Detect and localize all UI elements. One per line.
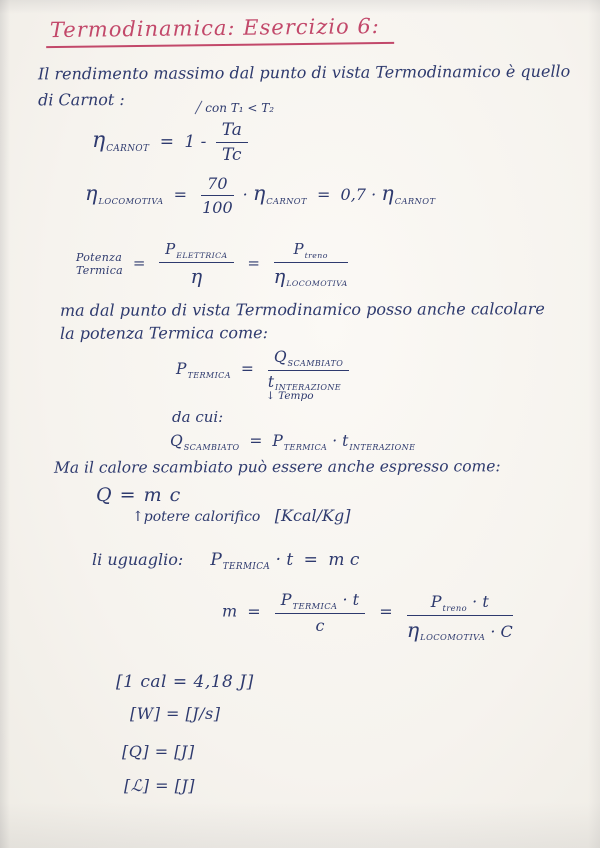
unit-line: [ℒ] = [J] — [124, 776, 195, 795]
formula-eta-carnot — [92, 120, 252, 165]
p-termica-symbol: $P_{TERMICA}$ — [210, 550, 271, 572]
fraction-denominator: $\eta_{LOCOMOTIVA} \cdot C$ — [406, 617, 513, 643]
tempo-annotation — [266, 390, 314, 402]
fraction-denominator: 100 — [202, 198, 233, 217]
mc-term: m c — [328, 550, 360, 570]
formula-mass — [222, 582, 517, 642]
mid1-line-1: ma dal punto di vista Termodinamico posso anche calcolare — [59, 299, 545, 320]
potere-calorifico-note — [132, 506, 350, 525]
fraction-denominator: $\eta_{LOCOMOTIVA}$ — [273, 264, 348, 288]
formula-q-mc: Q = m c — [96, 484, 182, 506]
coefficient: 0,7 — [340, 185, 366, 204]
p-termica-symbol: $P_{TERMICA}$ — [272, 432, 328, 452]
equals-sign: = — [317, 185, 331, 204]
intro-line-1: Il rendimento massimo dal punto di vista Termodinamico è quello — [37, 61, 571, 84]
eta-carnot-symbol: $\eta_{CARNOT}$ — [92, 127, 150, 154]
eta-carnot-symbol: $\eta_{CARNOT}$ — [381, 181, 436, 206]
mass-fraction-2 — [407, 592, 513, 642]
tempo-label: Tempo — [278, 390, 314, 402]
equals-sign: = — [247, 254, 260, 272]
equals-sign: = — [159, 132, 174, 152]
dot-operator: · — [332, 432, 338, 450]
uguaglio-row — [92, 550, 359, 572]
fraction-denominator: Tc — [222, 145, 242, 165]
fraction-numerator: $P_{TERMICA} \cdot t$ — [275, 590, 365, 614]
unit-line: [Q] = [J] — [122, 742, 195, 761]
p-termica-symbol: $P_{TERMICA}$ — [176, 360, 231, 380]
formula-p-termica — [176, 348, 353, 392]
fraction-numerator: 70 — [201, 174, 233, 196]
formula-q-scambiato — [170, 432, 415, 452]
note-unit: [Kcal/Kg] — [274, 506, 351, 525]
note-text: potere calorifico — [143, 509, 261, 525]
label-line-1: Potenza — [76, 251, 123, 264]
train-power-fraction — [274, 240, 348, 288]
intro-line-2: di Carnot : — [38, 89, 125, 110]
equals-sign: = — [247, 601, 261, 621]
electric-power-fraction — [159, 240, 233, 288]
intro-paragraph — [38, 59, 571, 114]
mass-fraction-1 — [275, 590, 365, 635]
percent-fraction — [201, 174, 233, 217]
unit-line: [W] = [J/s] — [130, 704, 221, 723]
page-title: Termodinamica: Esercizio 6: — [46, 14, 394, 48]
fraction-numerator: $P_{treno} \cdot t$ — [407, 592, 513, 616]
da-cui-label: da cui: — [172, 408, 224, 426]
heat-time-fraction — [268, 348, 349, 392]
mid-paragraph-2: Ma il calore scambiato può essere anche espresso come: — [53, 457, 501, 477]
fraction-numerator: $P_{treno}$ — [274, 240, 348, 263]
uguaglio-formula — [210, 550, 359, 570]
mid1-line-2: la potenza Termica come: — [60, 323, 268, 343]
equals-sign: = — [379, 601, 393, 621]
mid-paragraph-1 — [60, 297, 545, 345]
eta-carnot-symbol: $\eta_{CARNOT}$ — [252, 181, 307, 206]
condition-text: con T₁ < T₂ — [205, 101, 275, 115]
down-arrow-icon: ↓ — [266, 390, 275, 402]
condition-note — [198, 100, 274, 115]
dot-operator: · — [371, 185, 377, 204]
dot-operator: · — [275, 550, 282, 570]
up-arrow-icon: ↑ — [132, 509, 144, 525]
formula-eta-locomotiva — [85, 174, 435, 217]
q-scambiato-symbol: $Q_{SCAMBIATO}$ — [170, 432, 240, 452]
potenza-termica-label — [76, 251, 123, 277]
fraction-denominator: c — [315, 615, 325, 635]
uguaglio-label: li uguaglio: — [92, 550, 184, 569]
equals-sign: = — [249, 432, 263, 450]
fraction-denominator: η — [190, 264, 203, 288]
fraction-numerator: $Q_{SCAMBIATO}$ — [268, 348, 349, 371]
equals-sign: = — [132, 254, 146, 272]
t-interazione-symbol: $t_{INTERAZIONE}$ — [342, 432, 416, 452]
fraction-numerator: $P_{ELETTRICA}$ — [159, 240, 233, 263]
one-minus-term: 1 - — [184, 132, 207, 152]
equals-sign: = — [173, 185, 188, 204]
equals-sign: = — [240, 360, 254, 379]
temperature-fraction — [216, 120, 248, 165]
t-symbol: t — [286, 550, 294, 570]
label-line-2: Termica — [76, 264, 124, 277]
dot-operator: · — [242, 185, 248, 204]
fraction-numerator: Ta — [216, 120, 248, 143]
equals-sign: = — [303, 550, 318, 570]
fraction-denominator: $t_{INTERAZIONE}$ — [267, 372, 342, 393]
m-symbol: m — [222, 601, 238, 621]
formula-potenza-termica — [76, 240, 352, 288]
eta-loco-symbol: $\eta_{LOCOMOTIVA}$ — [85, 181, 164, 206]
unit-line: [1 cal = 4,18 J] — [116, 672, 254, 692]
